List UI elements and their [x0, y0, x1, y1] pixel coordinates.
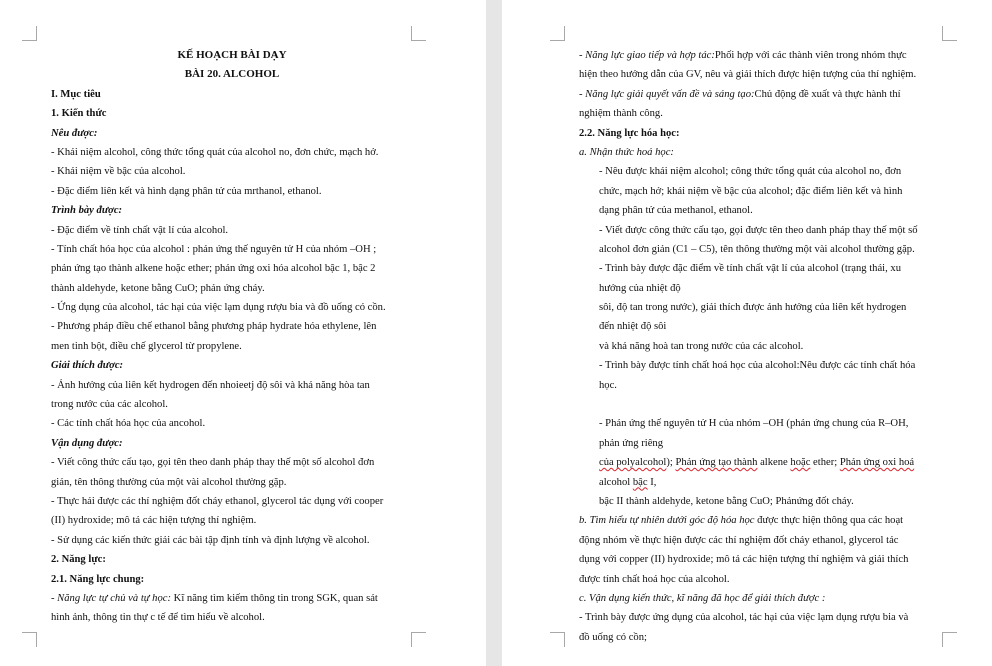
- text-line: - Tính chất hóa học của alcohol : phản ứng thế nguyên tử H của nhóm –OH ;: [51, 243, 377, 255]
- document-page-right[interactable]: [502, 0, 992, 666]
- text-line: - Các tính chất hóa học của ancohol.: [51, 418, 206, 430]
- text-run: I,: [647, 476, 657, 488]
- text-line: [579, 473, 941, 492]
- text-line: hình ảnh, thông tin thự c tế để tìm hiểu về alcohol.: [51, 612, 265, 624]
- text-line: được tính chất hoá học của alcohol.: [579, 573, 730, 585]
- text-run: - Năng lực giao tiếp và hợp tác:: [579, 50, 715, 61]
- text-line: hướng của nhiệt độ: [599, 282, 681, 294]
- text-line: thành aldehyde, ketone bằng CuO; phản ứng cháy.: [51, 282, 265, 294]
- subheading: Trình bày được:: [51, 205, 123, 217]
- text-run: Phối hợp với các thành viên trong nhóm thực: [714, 50, 907, 61]
- doc-title: KẾ HOẠCH BÀI DẠY: [177, 49, 287, 61]
- margin-mark: [22, 26, 37, 41]
- text-line: - Đặc điểm về tính chất vật lí của alcohol.: [51, 224, 229, 236]
- text-line: dụng với copper (II) hydroxide; mô tả các hiện tượng thí nghiệm và giải thích: [579, 554, 909, 566]
- text-line: (II) hydroxide; mô tả các hiện tượng thí nghiệm.: [51, 515, 257, 527]
- heading: 2.2. Năng lực hóa học:: [579, 127, 680, 139]
- spelling-flag[interactable]: Phản ứng tạo thành: [675, 457, 758, 469]
- text-line: - Trình bày được đặc điểm về tính chất vật lí của alcohol (trạng thái, xu: [599, 263, 902, 275]
- subheading: Giải thích được:: [51, 360, 124, 372]
- text-line: đến nhiệt độ sôi: [599, 321, 667, 333]
- text-line: nghiệm thành công.: [579, 108, 663, 120]
- text-line: - Đặc điểm liên kết và hình dạng phân tử của mrthanol, ethanol.: [51, 185, 322, 197]
- text-line: - Nêu được khái niệm alcohol; công thức tổng quát của alcohol no, đơn: [599, 166, 902, 178]
- subheading: a. Nhận thức hoá học:: [579, 146, 674, 158]
- text-line: - Viết được công thức cấu tạo, gọi được tên theo danh pháp thay thế một số: [599, 224, 918, 236]
- heading: 2. Năng lực:: [51, 554, 106, 566]
- document-page-left[interactable]: [0, 0, 486, 666]
- text-line: hiện theo hướng dẫn của GV, nêu và giải thích được hiện tượng của thí nghiệm.: [579, 69, 917, 81]
- text-run: Kĩ năng tìm kiếm thông tin trong SGK, quan sát: [171, 592, 378, 604]
- text-line: sôi, độ tan trong nước), giải thích được ảnh hưởng của liên kết hydrogen: [599, 302, 907, 314]
- text-line: - Trình bày được tính chất hoá học của alcohol:Nêu được các tính chất hóa: [599, 360, 916, 372]
- text-line: dạng phân tử của methanol, ethanol.: [599, 205, 753, 217]
- text-line: bậc II thành aldehyde, ketone bằng CuO; Phảnứng đốt cháy.: [599, 495, 854, 507]
- text-line: trong nước của các alcohol.: [51, 399, 168, 411]
- page-content[interactable]: [51, 46, 413, 628]
- margin-mark: [550, 632, 565, 647]
- text-line: - Ứng dụng của alcohol, tác hại của việc lạm dụng rượu bia và đồ uống có cồn.: [51, 302, 386, 314]
- text-line: - Trình bày được ứng dụng của alcohol, tác hại của việc lạm dụng rượu bia và: [579, 612, 909, 624]
- margin-mark: [411, 26, 426, 41]
- margin-mark: [411, 632, 426, 647]
- text-line: và khả năng hoà tan trong nước của các alcohol.: [599, 340, 804, 352]
- spelling-flag[interactable]: của polyalcohol: [599, 457, 667, 469]
- text-line: chức, mạch hở; khái niệm về bậc của alcohol; đặc điểm liên kết và hình: [599, 185, 903, 197]
- text-run: Chủ động đề xuất và thực hành thí: [754, 88, 901, 100]
- text-line: - Khái niệm về bậc của alcohol.: [51, 166, 186, 178]
- heading: 2.1. Năng lực chung:: [51, 573, 145, 585]
- text-run: được thực hiện thông qua các hoạt: [754, 515, 904, 527]
- text-line: - Phương pháp điều chế ethanol bằng phương pháp hydrate hóa ethylene, lên: [51, 321, 377, 333]
- text-line: phản ứng tạo thành alkene hoặc ether; phản ứng oxi hóa alcohol bậc 1, bậc 2: [51, 263, 376, 275]
- text-line: - Sử dụng các kiến thức giải các bài tập định tính và định lượng về alcohol.: [51, 534, 370, 546]
- subheading: Nêu được:: [51, 127, 98, 139]
- text-run: alcohol: [599, 476, 633, 488]
- text-line: alcohol đơn giản (C1 – C5), tên thông thường một vài alcohol thường gặp.: [599, 243, 915, 255]
- text-line: đồ uống có cồn;: [579, 631, 647, 643]
- text-run: alkene: [757, 457, 791, 469]
- heading: 1. Kiến thức: [51, 108, 107, 120]
- margin-mark: [550, 26, 565, 41]
- heading: I. Mục tiêu: [51, 88, 101, 100]
- text-run: );: [666, 457, 676, 469]
- text-line: động nhóm về thực hiện được các thí nghiệm đốt cháy ethanol, glycerol tác: [579, 534, 899, 546]
- text-run: b. Tìm hiểu tự nhiên dưới góc độ hóa học: [579, 515, 755, 527]
- text-line: [579, 46, 941, 65]
- text-line: [51, 589, 413, 608]
- text-run: ether;: [810, 457, 840, 469]
- text-run: - Năng lực tự chủ và tự học:: [51, 592, 172, 604]
- margin-mark: [942, 26, 957, 41]
- blank-line: [579, 395, 941, 414]
- text-line: - Viết công thức cấu tạo, gọi tên theo danh pháp thay thế một số alcohol đơn: [51, 457, 375, 469]
- page-content[interactable]: [579, 46, 941, 647]
- subheading: Vận dụng được:: [51, 437, 123, 449]
- text-line: - Thực hải được các thí nghiệm đốt cháy ethanol, glycerol tác dụng với cooper: [51, 495, 384, 507]
- text-run: - Năng lực giải quyết vấn đề và sáng tạo:: [579, 88, 755, 100]
- spelling-flag[interactable]: Phản ứng oxi hoá: [839, 457, 915, 469]
- text-line: [579, 511, 941, 530]
- text-line: - Khái niệm alcohol, công thức tổng quát của alcohol no, đơn chức, mạch hở.: [51, 146, 379, 158]
- text-line: - Phản ứng thế nguyên tử H của nhóm –OH (phản ứng chung của R–OH,: [599, 418, 909, 430]
- text-line: phản ứng riêng: [599, 437, 663, 449]
- spelling-flag[interactable]: hoặc: [790, 457, 811, 469]
- spelling-flag[interactable]: bậc: [632, 476, 648, 488]
- text-line: men tinh bột, điều chế glycerol từ propylene.: [51, 340, 242, 352]
- text-line: giản, tên thông thường của một vài alcohol thường gặp.: [51, 476, 287, 488]
- text-line: [579, 85, 941, 104]
- margin-mark: [942, 632, 957, 647]
- subheading: c. Vận dụng kiến thức, kĩ năng đã học để giải thích được :: [579, 592, 826, 604]
- text-line: - Ảnh hưởng của liên kết hydrogen đến nhoieetj độ sôi và khả năng hòa tan: [51, 379, 370, 391]
- text-line: [579, 453, 941, 472]
- text-line: học.: [599, 379, 617, 391]
- margin-mark: [22, 632, 37, 647]
- page-gap: [486, 0, 502, 666]
- lesson-title: BÀI 20. ALCOHOL: [184, 68, 280, 81]
